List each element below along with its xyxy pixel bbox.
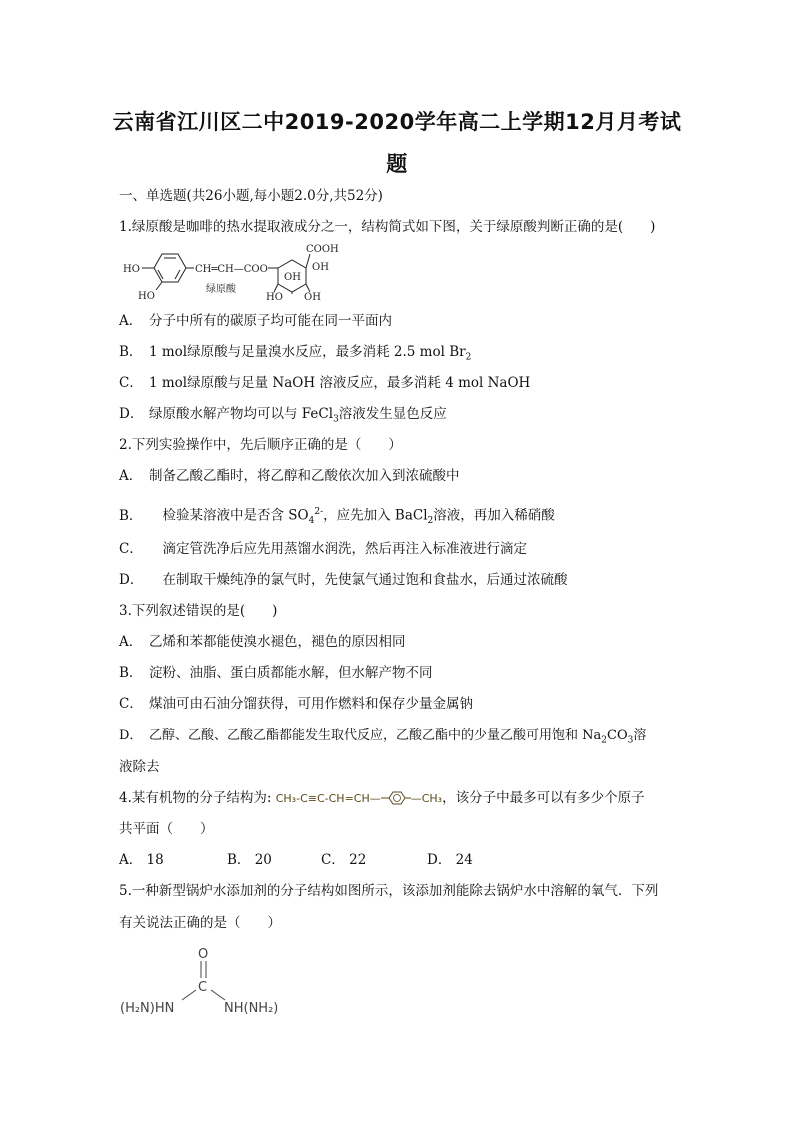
struct-ho-1: HO (123, 264, 140, 275)
q1-option-c: C． 1 mol绿原酸与足量 NaOH 溶液反应，最多消耗 4 mol NaOH (119, 375, 531, 391)
struct-oh-3: OH (284, 272, 301, 283)
q1-option-b: B． 1 mol绿原酸与足量溴水反应，最多消耗 2.5 mol $Br_2$ (119, 344, 472, 363)
page-title: 云南省江川区二中2019-2020学年高二上学期12月月考试 (112, 110, 682, 134)
question-5-stem-continued: 有关说法正确的是（ ） (119, 915, 281, 931)
struct-compound-name: 绿原酸 (206, 284, 236, 295)
q2-option-c: C． 滴定管洗净后应先用蒸馏水润洗，然后再注入标准液进行滴定 (119, 541, 527, 557)
struct-chain: CH═CH—COO (195, 264, 268, 275)
page-title-continued: 题 (386, 152, 408, 176)
chlorogenic-acid-structure (120, 240, 360, 306)
q2-option-a: A． 制备乙酸乙酯时，将乙醇和乙酸依次加入到浓硫酸中 (119, 468, 460, 484)
q4-option-c: C． 22 (321, 852, 367, 868)
q4-option-a: A． 18 (119, 852, 164, 868)
q3-option-b: B． 淀粉、油脂、蛋白质都能水解，但水解产物不同 (119, 665, 433, 681)
struct-ho-3: HO (266, 292, 283, 303)
carbohydrazide-structure (118, 940, 298, 1020)
question-4-stem: 4.某有机物的分子结构为: CH₃-C≡C-CH=CH— —CH₃，该分子中最多可以有多少个原子 (119, 790, 645, 806)
q4-option-b: B． 20 (227, 852, 272, 868)
question-1-stem: 1.绿原酸是咖啡的热水提取液成分之一，结构简式如下图，关于绿原酸判断正确的是( ) (119, 219, 656, 235)
struct-carbon: C (198, 980, 208, 995)
q4-formula-left: CH₃-C≡C-CH=CH— (275, 792, 381, 805)
section-heading: 一、单选题(共26小题,每小题2.0分,共52分) (119, 188, 383, 204)
q4-option-d: D． 24 (427, 852, 473, 868)
struct-oxygen: O (198, 947, 209, 962)
benzene-ring-icon (381, 791, 411, 805)
struct-left-group: (H₂N)HN (120, 1001, 175, 1016)
question-4-stem-continued: 共平面（ ） (119, 821, 214, 837)
struct-cooh: COOH (306, 244, 339, 255)
struct-oh-1: OH (312, 262, 329, 273)
q3-option-a: A． 乙烯和苯都能使溴水褪色，褪色的原因相同 (119, 634, 406, 650)
q2-option-b: B． 检验某溶液中是否含 $SO_4^{2-}$，应先加入 BaCl$_2$溶液，再加入稀硝酸 (119, 507, 555, 527)
struct-right-group: NH(NH₂) (224, 1001, 279, 1016)
q3-option-d-continued: 液除去 (119, 759, 160, 775)
q3-option-c: C． 煤油可由石油分馏获得，可用作燃料和保存少量金属钠 (119, 696, 473, 712)
q3-option-d: D． 乙醇、乙酸、乙酸乙酯都能发生取代反应，乙酸乙酯中的少量乙酸可用饱和 $Na_2CO_3$溶 (119, 728, 647, 746)
question-2-stem: 2.下列实验操作中，先后顺序正确的是（ ） (119, 437, 402, 453)
struct-oh-2: OH (304, 292, 321, 303)
q4-formula-right: —CH₃ (410, 792, 443, 805)
q4-options (119, 851, 473, 869)
q1-option-d: D． 绿原酸水解产物均可以与 FeCl$_3$溶液发生显色反应 (119, 406, 447, 425)
question-5-stem: 5.一种新型锅炉水添加剂的分子结构如图所示，该添加剂能除去锅炉水中溶解的氧气．下列 (119, 883, 659, 899)
q2-option-d: D． 在制取干燥纯净的氯气时，先使氯气通过饱和食盐水，后通过浓硫酸 (119, 572, 568, 588)
q1-option-a: A． 分子中所有的碳原子均可能在同一平面内 (119, 313, 392, 329)
struct-ho-2: HO (138, 291, 155, 302)
question-3-stem: 3.下列叙述错误的是( ) (119, 603, 278, 619)
